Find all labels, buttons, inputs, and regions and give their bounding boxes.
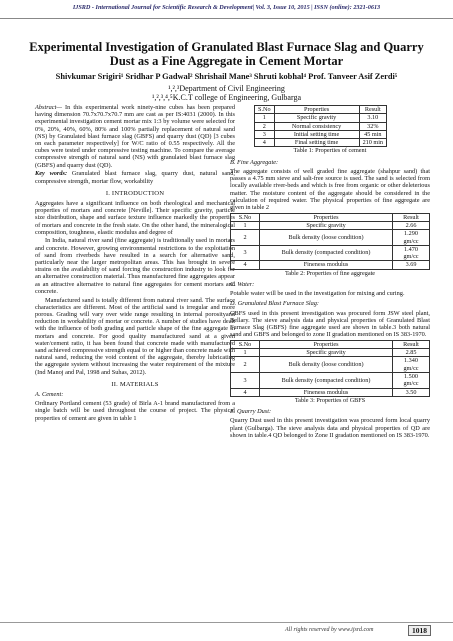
table-cell: Bulk density (compacted condition) bbox=[260, 245, 393, 261]
table-row bbox=[231, 230, 430, 246]
section-introduction-heading: I. INTRODUCTION bbox=[105, 189, 165, 197]
intro-paragraph-2: In India, natural river sand (fine aggregate) is traditionally used in mortars and concrete. However, growing environmental restrictions to the exploitation of sand from riverbeds have resulted in a search for alternative sand, particularly near the larger metropolitan areas. This has brought in severe strains on the availability of sand forcing the construction industry to look for an alternative construction material. Thus manufactured fine aggregates appear as an attractive alternative to natural fine aggregates for cement mortars and concrete. bbox=[35, 237, 235, 295]
table-cell: 1.340 gm/cc bbox=[393, 357, 430, 373]
quarry-dust-paragraph: Quarry Dust used in this present investigation was procured form local quarry plant (Gulbarga). The sieve analysis data and physical properties of QD are shown in table.4 QD belonged to Zone II gradation mentioned on IS 383-1970. bbox=[230, 417, 430, 439]
table-cell: 2 bbox=[231, 357, 260, 373]
table-header-cell: S.No bbox=[231, 340, 260, 348]
subsection-quarry-dust-heading: E. Quarry Dust: bbox=[230, 408, 272, 416]
table-header-cell: Properties bbox=[260, 340, 393, 348]
right-column bbox=[230, 104, 430, 440]
table-cell: Fineness modulus bbox=[260, 388, 393, 396]
table-cell: Bulk density (loose condition) bbox=[260, 230, 393, 246]
table-cell: 3 bbox=[255, 130, 275, 138]
fine-aggregate-paragraph: The aggregate consists of well graded fine aggregate (shahpur sand) that passes a 4.75 mm sieve and salt-free source is used. The sand is selected from locally available river-beds and which is free from organic or other deleterious matter. The moisture content of the aggregate should be considered in the calculation of required water. The physical properties of fine aggregate are given in table 2 bbox=[230, 167, 430, 211]
table-cell: Final setting time bbox=[274, 139, 359, 147]
table-gbfs-properties bbox=[230, 340, 430, 397]
page-number: 1018 bbox=[408, 625, 431, 636]
subsection-water-heading: C. Water: bbox=[230, 280, 255, 288]
keywords bbox=[35, 170, 235, 184]
table-cell: 210 min bbox=[359, 139, 386, 147]
table-cell: 2.85 bbox=[393, 349, 430, 357]
author-list: Shivkumar Srigiri¹ Sridhar P Gadwal² Shrishail Mane³ Shruti kobhal⁴ Prof. Tanveer Asif Zerdi⁵ bbox=[55, 72, 398, 81]
table-caption: Table 1: Properties of cement bbox=[293, 147, 367, 155]
table-cell: 3 bbox=[231, 373, 260, 389]
table-cell: 3.69 bbox=[393, 261, 430, 269]
table-cell: 2 bbox=[255, 122, 275, 130]
table-cell: 4 bbox=[231, 388, 260, 396]
gbfs-paragraph: GBFS used in this present investigation was procured form JSW steel plant, Bellary. The sieve analysis data and physical properties of Granulated Blast Furnace Slag (GBFS) fine aggregate used are shown in table.3 both natural sand and GBFS and belonged to zone II gradation mentioned on IS 383-1970. bbox=[230, 309, 430, 339]
table-header-cell: Result bbox=[393, 213, 430, 221]
journal-header-text: IJSRD - International Journal for Scientific Research & Development| Vol. 3, Issue 10, 2015 | ISSN (online): 2321-0613 bbox=[72, 4, 381, 11]
subsection-fine-aggregate-heading: B. Fine Aggregate: bbox=[230, 158, 279, 166]
page-footer bbox=[0, 622, 453, 641]
keywords-label: Key words: bbox=[35, 170, 68, 178]
table-cell: 4 bbox=[255, 139, 275, 147]
table-header-row bbox=[231, 340, 430, 348]
table-cell: 4 bbox=[231, 261, 260, 269]
table-row bbox=[231, 388, 430, 396]
table-header-row bbox=[255, 106, 387, 114]
table-cell: 3.10 bbox=[359, 114, 386, 122]
left-column bbox=[35, 104, 235, 423]
table-cell: Specific gravity bbox=[274, 114, 359, 122]
table-cell: 1 bbox=[231, 349, 260, 357]
table-cell: 1.500 gm/cc bbox=[393, 373, 430, 389]
keywords-text: Granulated blast furnace slag, quarry dust, natural sand, compressive strength, mortar flow, workability bbox=[35, 170, 235, 185]
table-fine-aggregate-properties bbox=[230, 213, 430, 270]
table-row bbox=[231, 349, 430, 357]
table-cell: Bulk density (loose condition) bbox=[260, 357, 393, 373]
table-row bbox=[255, 139, 387, 147]
table-caption: Table 2: Properties of fine aggregate bbox=[284, 269, 376, 277]
table-cell: 1.290 gm/cc bbox=[393, 230, 430, 246]
table-header-cell: S.No bbox=[255, 106, 275, 114]
table-cell: 2.66 bbox=[393, 221, 430, 229]
table-cell: 1.470 gm/cc bbox=[393, 245, 430, 261]
table-cell: 1 bbox=[231, 221, 260, 229]
intro-paragraph-3: Manufactured sand is totally different from natural river sand. The surface characteristics are different. Most of the artificial sand is irregular and more porous. Grading will vary over wide range resulting in internal porosityand reduction in workability of mortar or concrete. A number of studies have dealt with the influence of both grading and particle shape of the fine aggregate in mortars and concrete. For good quality manufactured sand at a given water/cement ratio, it has been found that concrete made with manufactured sand achieved compressive strength equal to or higher than concrete made with natural sand, reducing the void content of the aggregate, thereby lubricating the aggregate system without increasing the water requirement of the mixture (Ind Manoj and Pal, 1998 and Suhas, 2012). bbox=[35, 296, 235, 376]
table-row bbox=[231, 261, 430, 269]
paper-title: Experimental Investigation of Granulated Blast Furnace Slag and Quarry Dust as a Fine Aggregate in Cement Mortar bbox=[29, 40, 424, 68]
table-row bbox=[231, 357, 430, 373]
table-cell: Fineness modulus bbox=[260, 261, 393, 269]
subsection-gbfs-heading: D. Granulated Blast Furnace Slag: bbox=[230, 300, 320, 308]
abstract-text: In this experimental work ninety-nine cubes has been prepared having dimension 70.7x70.7x70.7 mm are cast as per IS:4031 (2000). In this experimental investigation cement mortar mix 1:3 by volume were selected for 0%, 20%, 40%, 60%, 80% and 100% partially replacement of natural sand (NS) by Granulated blast furnace slag (GBFS) and quarry dust (QD) [3 cubes on each parameter respectively] for W/C ratio of 0.55 respectively. All the cubes were tested under compressive testing machine. To compare the average compressive strength of natural sand (NS) with granulated blast furnace slag (GBFS) and quarry dust (QD). bbox=[35, 104, 235, 169]
table-header-cell: Result bbox=[359, 106, 386, 114]
abstract bbox=[35, 104, 235, 169]
table-cell: Specific gravity bbox=[260, 349, 393, 357]
table-header-cell: Result bbox=[393, 340, 430, 348]
table-header-cell: Properties bbox=[274, 106, 359, 114]
table-row bbox=[255, 130, 387, 138]
affiliation-department: ¹,²,³Department of Civil Engineering bbox=[168, 84, 285, 93]
table-header-cell: S.No bbox=[231, 213, 260, 221]
table-cell: 45 min bbox=[359, 130, 386, 138]
table-cell: 32% bbox=[359, 122, 386, 130]
table-row bbox=[231, 373, 430, 389]
water-paragraph: Potable water will be used in the investigation for mixing and curing. bbox=[230, 290, 405, 298]
abstract-label: Abstract— bbox=[35, 104, 62, 111]
journal-header bbox=[0, 0, 453, 19]
table-cell: Bulk density (compacted condition) bbox=[260, 373, 393, 389]
table-cell: Normal consistency bbox=[274, 122, 359, 130]
table-row bbox=[231, 221, 430, 229]
table-cell: 2 bbox=[231, 230, 260, 246]
footer-copyright: All rights reserved by www.ijsrd.com bbox=[285, 627, 374, 633]
table-cell: 1 bbox=[255, 114, 275, 122]
affiliation-college: ¹,²,³,⁴,⁵K.C.T college of Engineering, Gulbarga bbox=[151, 93, 302, 102]
cement-paragraph: Ordinary Portland cement (53 grade) of Birla A-1 brand manufactured from a single batch will be used throughout the course of project. The physical properties of cement are given in table 1 bbox=[35, 400, 235, 422]
table-header-row bbox=[231, 213, 430, 221]
intro-paragraph-1: Aggregates have a significant influence on both rheological and mechanical properties of mortars and concrete [Neville]. Their specific gravity, particle size distribution, shape and surface texture influence markedly the properties of mortars and concrete in the fresh state. On the other hand, the mineralogical composition, toughness, elastic modulus and degree of bbox=[35, 199, 235, 236]
table-cell: 3 bbox=[231, 245, 260, 261]
table-header-cell: Properties bbox=[260, 213, 393, 221]
table-row bbox=[255, 122, 387, 130]
table-cement-properties bbox=[254, 105, 387, 147]
table-caption: Table 3: Properties of GBFS bbox=[294, 396, 366, 404]
section-materials-heading: II. MATERIALS bbox=[111, 380, 159, 388]
table-cell: Specific gravity bbox=[260, 221, 393, 229]
table-row bbox=[231, 245, 430, 261]
table-row bbox=[255, 114, 387, 122]
table-cell: 3.50 bbox=[393, 388, 430, 396]
subsection-cement-heading: A. Cement: bbox=[35, 391, 64, 399]
table-cell: Initial setting time bbox=[274, 130, 359, 138]
